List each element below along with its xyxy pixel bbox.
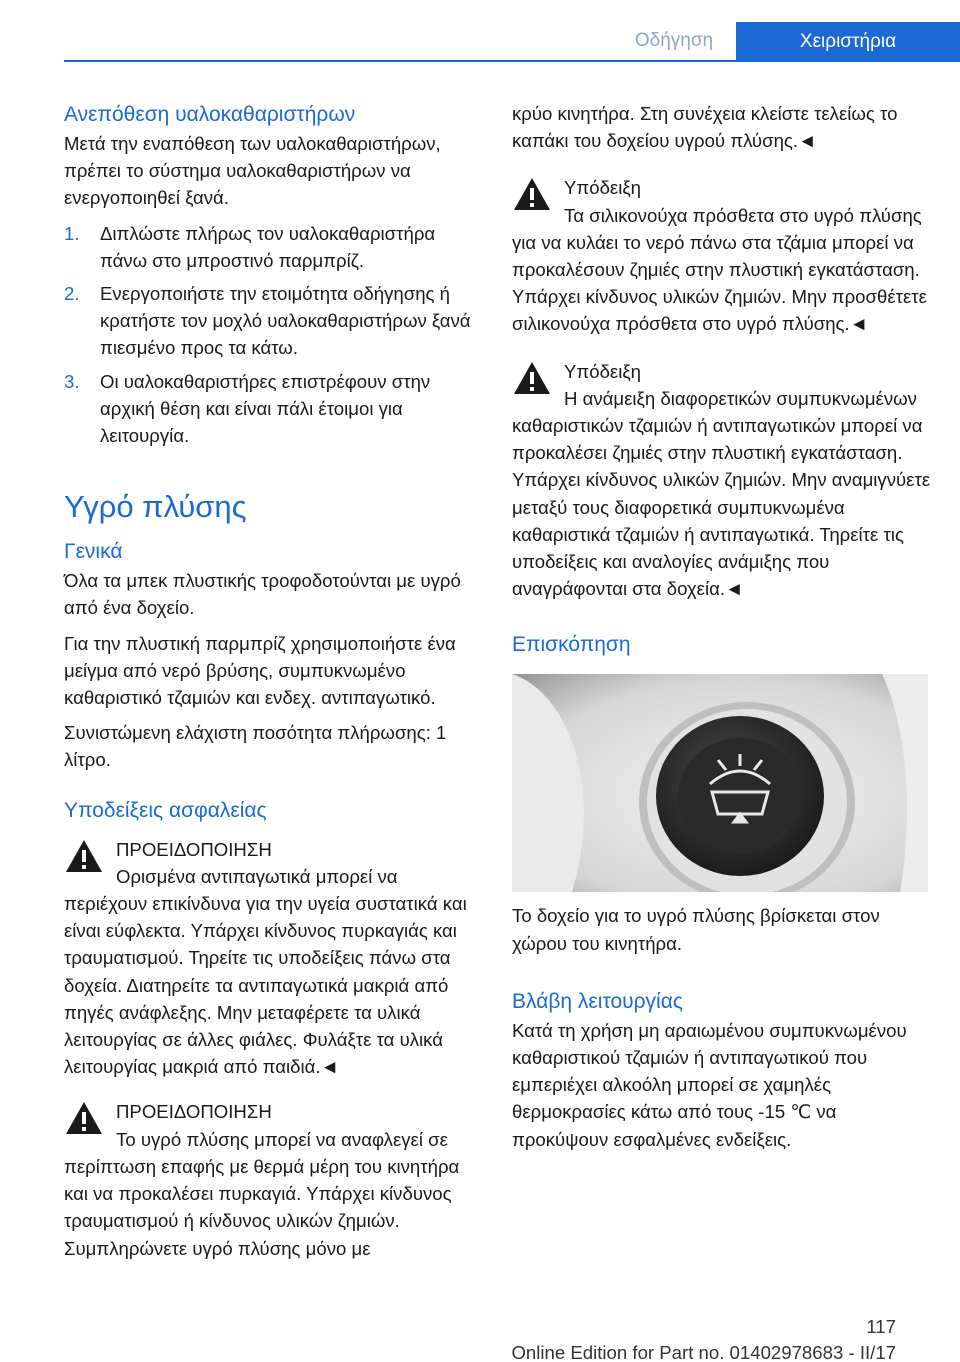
warning-title: ΠΡΟΕΙΔΟΠΟΙΗΣΗ <box>116 1101 272 1123</box>
note-title: Υπόδειξη <box>564 360 642 382</box>
overview-heading: Επισκόπηση <box>512 633 631 657</box>
washer-reservoir-photo <box>512 674 928 892</box>
list-item <box>64 220 482 274</box>
reinstall-intro: Μετά την εναπόθεση των υαλοκαθαριστήρων, πρέπει το σύστημα υαλοκαθαριστήρων να ενεργοποιηθεί ξανά. <box>64 133 441 209</box>
photo-caption: Το δοχείο για το υγρό πλύσης βρίσκεται στον χώρου του κινητήρα. <box>512 905 880 954</box>
warning-triangle-icon <box>512 360 552 396</box>
warning-title: ΠΡΟΕΙΔΟΠΟΙΗΣΗ <box>116 838 272 860</box>
list-item <box>64 368 482 450</box>
malfunction-heading: Βλάβη λειτουργίας <box>512 989 683 1013</box>
tab-controls[interactable]: Χειριστήρια <box>736 22 960 62</box>
note-title: Υπόδειξη <box>564 177 642 199</box>
step-text: Ενεργοποιήστε την ετοιμότητα οδήγησης ή κρατήστε τον μοχλό υαλοκαθαριστήρων ξανά πιεσμένο προς τα κάτω. <box>100 283 471 359</box>
reinstall-heading: Ανεπόθεση υαλοκαθαριστήρων <box>64 103 356 126</box>
list-item <box>64 280 482 362</box>
warning-box-2 <box>64 1098 482 1261</box>
safety-heading: Υποδείξεις ασφαλείας <box>64 798 267 822</box>
warning-box-1 <box>64 836 482 1081</box>
warning-text: Το υγρό πλύσης μπορεί να αναφλεγεί σε περίπτωση επαφής με θερμά μέρη του κινητήρα και να προκαλέσει πυρκαγιά. Υπάρχει κίνδυνος τραυματισμού ή κίνδυνος υλικών ζημιών. Συμπληρώνετε υγρό πλύσης μόνο με <box>64 1128 460 1259</box>
right-column <box>512 100 932 1153</box>
step-number: 2. <box>64 283 80 305</box>
page-footer <box>0 1316 960 1362</box>
edition-label: Online Edition for Part no. 01402978683 - II/17 <box>511 1342 896 1362</box>
page-number: 117 <box>866 1316 896 1337</box>
section-title: Υγρό πλύσης <box>64 489 247 525</box>
warning-text: Ορισμένα αντιπαγωτικά μπορεί να περιέχουν επικίνδυνα για την υγεία συστατικά και είναι εύφλεκτα. Υπάρχει κίνδυνος πυρκαγιάς και τραυματισμού. Τηρείτε τις υποδείξεις πάνω στα δοχεία. Διατηρείτε τα αντιπαγωτικά μακριά από πηγές ανάφλεξης. Μην μεταφέρετε τα υλικά λειτουργίας σε άλλες φιάλες. Φυλάξτε τα υλικά λειτουργίας μακριά από παιδιά.◄ <box>64 865 467 1078</box>
note-text: Τα σιλικονούχα πρόσθετα στο υγρό πλύσης για να κυλάει το νερό πάνω στα τζάμια μπορεί να προκαλέσουν ζημιές στην πλυστική εγκατάσταση. Υπάρχει κίνδυνος υλικών ζημιών. Μην προσθέτετε σιλικονούχα πρόσθετα στο υγρό πλύσης.◄ <box>512 204 927 335</box>
step-number: 3. <box>64 370 80 392</box>
note-box-1 <box>512 174 932 337</box>
general-paragraph-2: Για την πλυστική παρμπρίζ χρησιμοποιήστε ένα μείγμα από νερό βρύσης, συμπυκνωμένο καθαριστικό τζαμιών και ενδεχ. αντιπαγωτικό. <box>64 632 456 709</box>
warning-triangle-icon <box>512 176 552 212</box>
general-paragraph-1: Όλα τα μπεκ πλυστικής τροφοδοτούνται με υγρό από ένα δοχείο. <box>64 570 461 619</box>
note-box-2 <box>512 358 932 603</box>
tab-driving[interactable]: Οδήγηση <box>634 30 714 51</box>
warning-triangle-icon <box>64 838 104 874</box>
left-column <box>64 100 482 1262</box>
step-text: Οι υαλοκαθαριστήρες επιστρέφουν στην αρχική θέση και είναι πάλι έτοιμοι για λειτουργία. <box>100 370 431 447</box>
page-header <box>0 0 960 62</box>
continued-text: κρύο κινητήρα. Στη συνέχεια κλείστε τελείως το καπάκι του δοχείου υγρού πλύσης.◄ <box>512 103 898 152</box>
general-paragraph-3: Συνιστώμενη ελάχιστη ποσότητα πλήρωσης: 1 λίτρο. <box>64 722 447 771</box>
malfunction-text: Κατά τη χρήση μη αραιωμένου συμπυκνωμένου καθαριστικού τζαμιών ή αντιπαγωτικού που εμπεριέχει αλκοόλη μπορεί σε χαμηλές θερμοκρασίες κάτω από τους -15 ℃ να προκύψουν εσφαλμένες ενδείξεις. <box>512 1019 907 1150</box>
steps-list <box>64 220 482 450</box>
header-rule <box>64 60 960 62</box>
note-text: Η ανάμειξη διαφορετικών συμπυκνωμένων καθαριστικών τζαμιών ή αντιπαγωτικών μπορεί να προκαλέσει ζημιές στην πλυστική εγκατάσταση. Υπάρχει κίνδυνος υλικών ζημιών. Μην αναμιγνύετε μεταξύ τους διαφορετικά συμπυκνωμένα καθαριστικά τζαμιών ή αντιπαγωτικά. Τηρείτε τις υποδείξεις και αναλογίες ανάμιξης που αναγράφονται στα δοχεία.◄ <box>512 387 931 600</box>
warning-triangle-icon <box>64 1100 104 1136</box>
step-text: Διπλώστε πλήρως τον υαλοκαθαριστήρα πάνω στο μπροστινό παρμπρίζ. <box>100 222 436 271</box>
step-number: 1. <box>64 222 80 244</box>
general-heading: Γενικά <box>64 540 123 564</box>
